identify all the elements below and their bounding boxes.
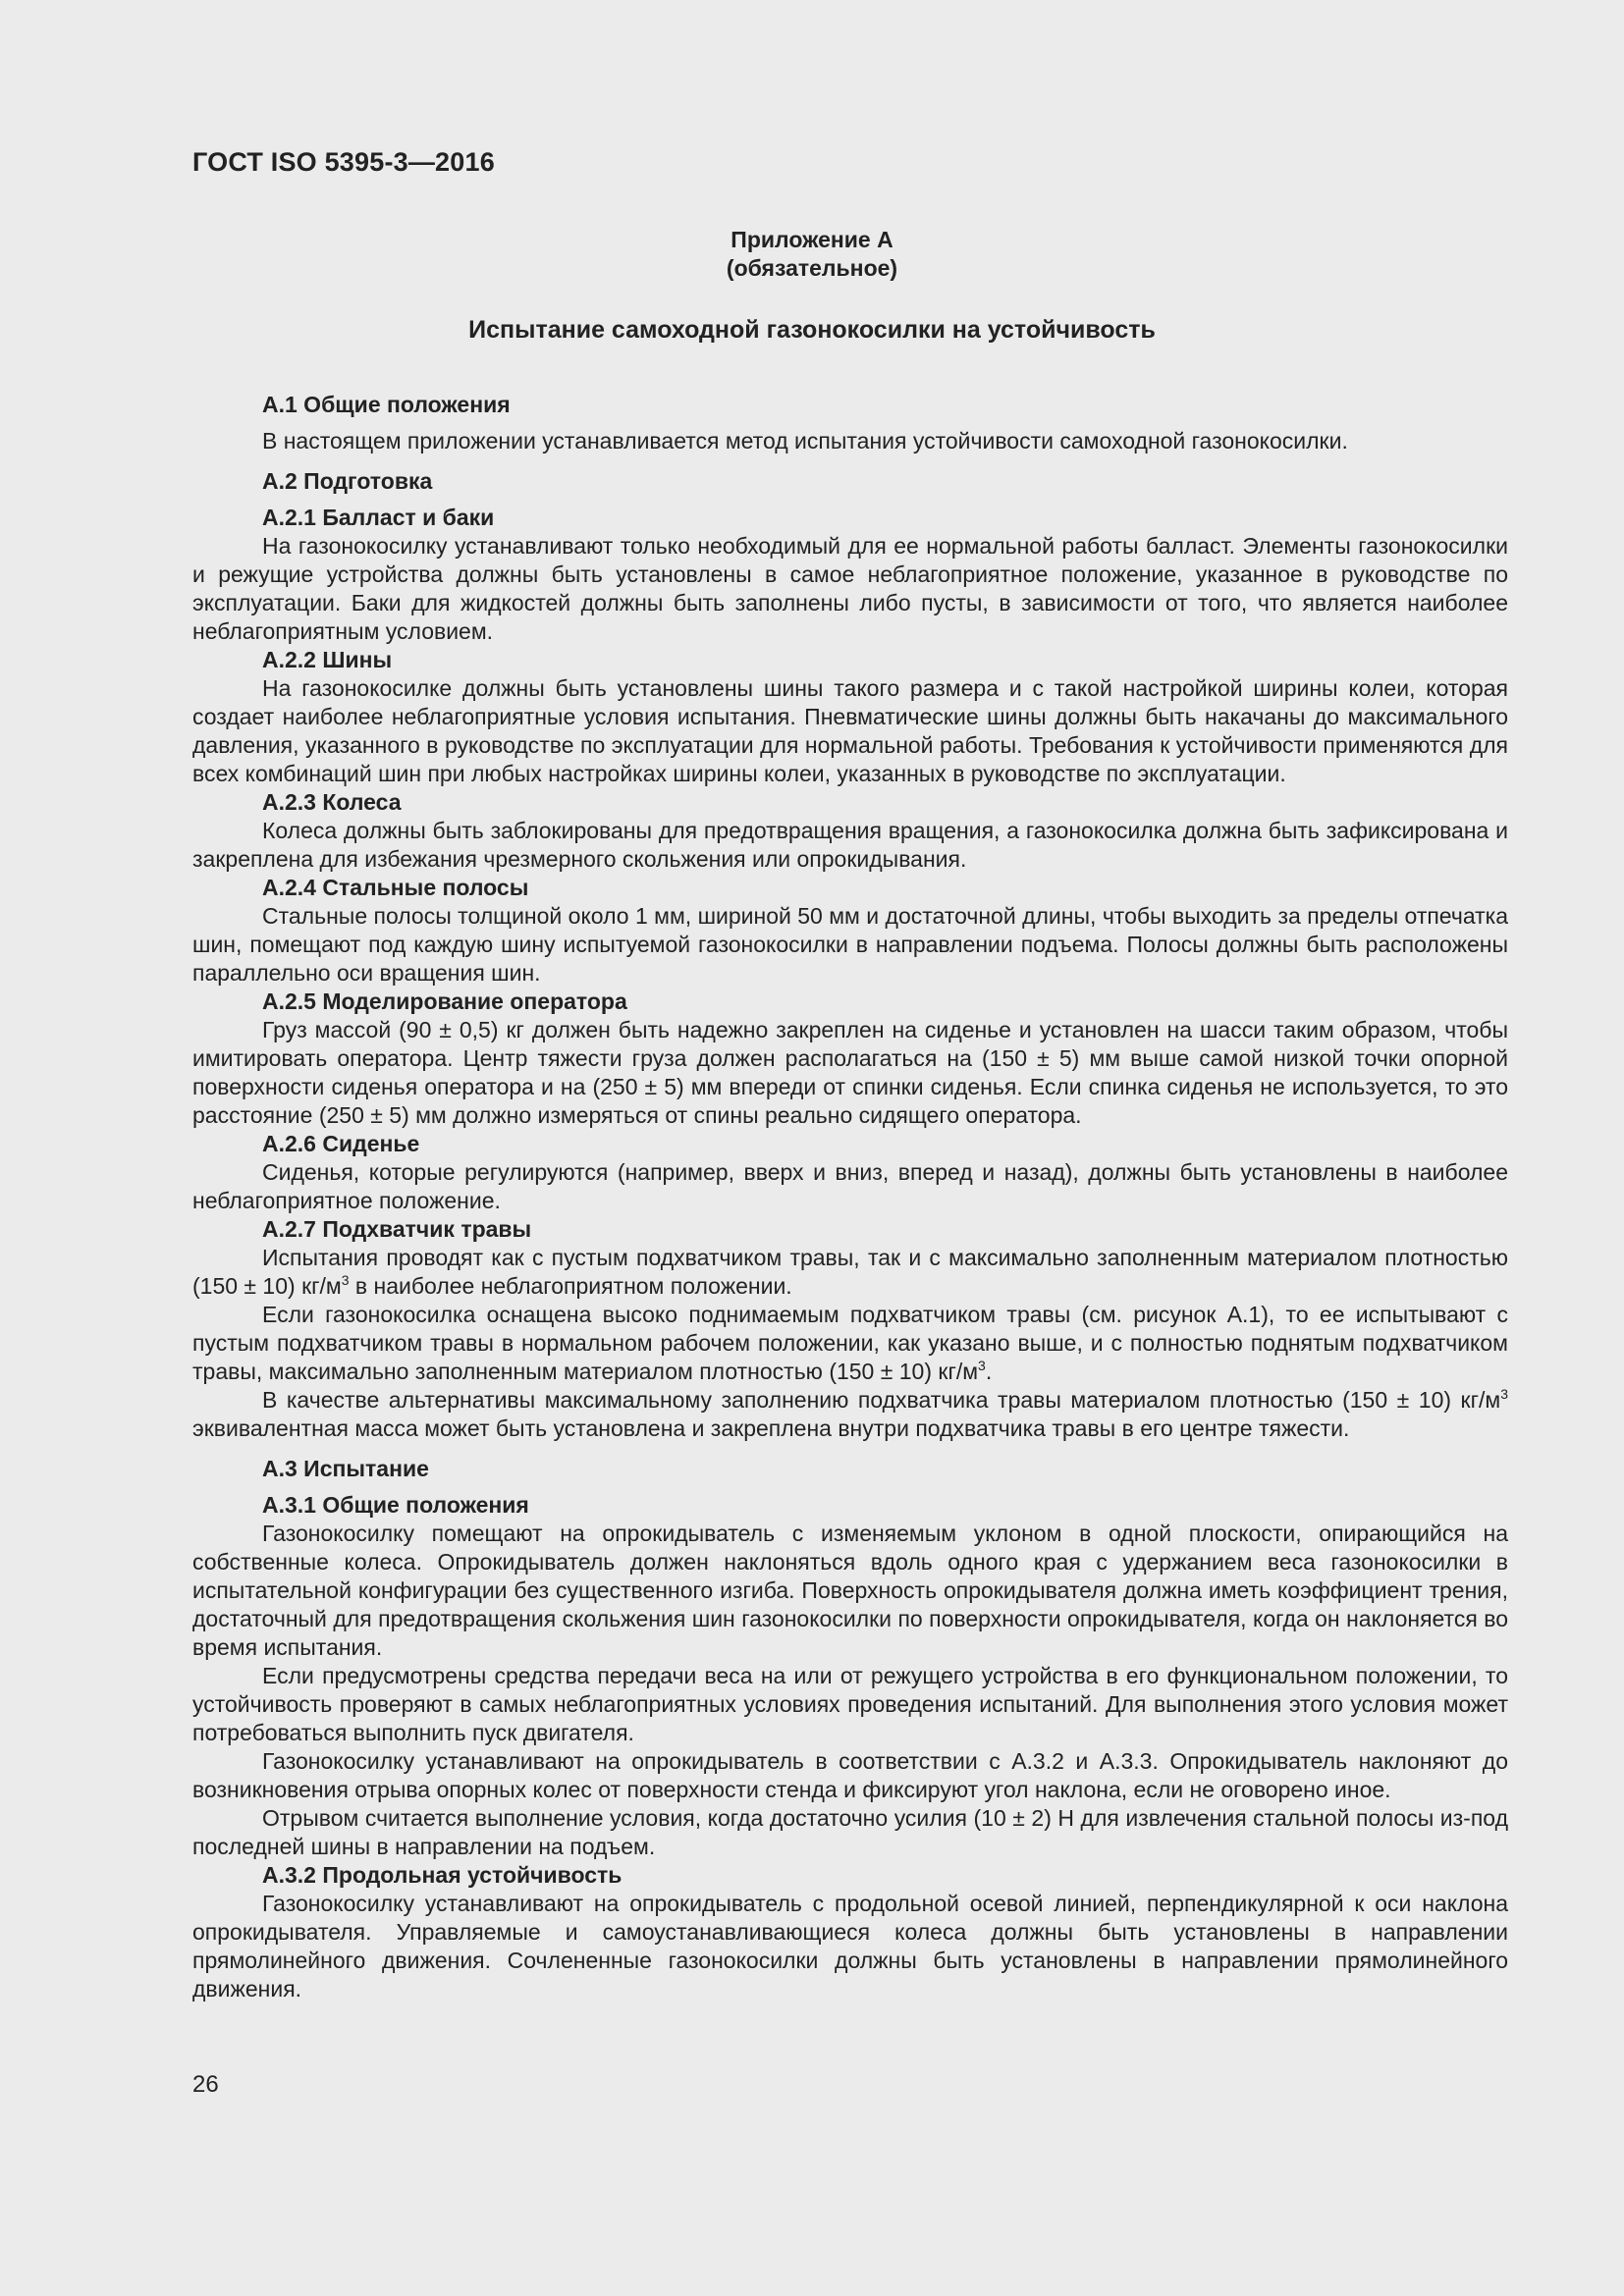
paragraph: На газонокосилку устанавливают только необходимый для ее нормальной работы балласт. Элементы газонокосилки и режущие устройства должны быть установлены в самое неблагоприятное положение, указанное в руководстве по эксплуатации. Баки для жидкостей должны быть заполнены либо пусты, в зависимости от того, что является наиболее неблагоприятным условием.: [192, 533, 1508, 644]
subsection-heading-a24: А.2.4 Стальные полосы: [262, 875, 529, 900]
paragraph: Газонокосилку устанавливают на опрокидыватель с продольной осевой линией, перпендикулярной к оси наклона опрокидывателя. Управляемые и самоустанавливающиеся колеса должны быть установлены в направлении прямолинейного движения. Сочлененные газонокосилки должны быть установлены в направлении прямолинейного движения.: [192, 1891, 1508, 2002]
subsection-heading-a22: А.2.2 Шины: [262, 647, 393, 672]
annex-name: Приложение А: [731, 227, 893, 252]
annex-title: Испытание самоходной газонокосилки на устойчивость: [468, 316, 1156, 344]
superscript: 3: [978, 1358, 986, 1373]
section-heading-a2: А.2 Подготовка: [262, 468, 433, 494]
paragraph: [192, 1301, 1508, 1386]
subsection-heading-a27: А.2.7 Подхватчик травы: [262, 1216, 532, 1242]
paragraph: Стальные полосы толщиной около 1 мм, шириной 50 мм и достаточной длины, чтобы выходить за пределы отпечатка шин, помещают под каждую шину испытуемой газонокосилки в направлении подъема. Полосы должны быть расположены параллельно оси вращения шин.: [192, 903, 1508, 986]
annex-heading: [0, 226, 1624, 283]
page-number: 26: [192, 2071, 219, 2098]
paragraph: Газонокосилку устанавливают на опрокидыватель в соответствии с А.3.2 и А.3.3. Опрокидыватель наклоняют до возникновения отрыва опорных колес от поверхности стенда и фиксируют угол наклона, если не оговорено иное.: [192, 1748, 1508, 1802]
paragraph: В настоящем приложении устанавливается метод испытания устойчивости самоходной газонокосилки.: [262, 428, 1348, 454]
subsection-heading-a31: А.3.1 Общие положения: [262, 1492, 529, 1518]
subsection-heading-a23: А.2.3 Колеса: [262, 789, 402, 815]
paragraph: Груз массой (90 ± 0,5) кг должен быть надежно закреплен на сиденье и установлен на шасси таким образом, чтобы имитировать оператора. Центр тяжести груза должен располагаться на (150 ± 5) мм выше самой низкой точки опорной поверхности сиденья оператора и на (250 ± 5) мм впереди от спинки сиденья. Если спинка сиденья не используется, то это расстояние (250 ± 5) мм должно измеряться от спины реально сидящего оператора.: [192, 1017, 1508, 1128]
subsection-heading-a26: А.2.6 Сиденье: [262, 1131, 420, 1156]
section-heading-a1: А.1 Общие положения: [262, 392, 511, 417]
paragraph: Сиденья, которые регулируются (например, вверх и вниз, вперед и назад), должны быть установлены в наиболее неблагоприятное положение.: [192, 1159, 1508, 1213]
superscript: 3: [341, 1272, 350, 1288]
paragraph: Отрывом считается выполнение условия, когда достаточно усилия (10 ± 2) Н для извлечения стальной полосы из-под последней шины в направлении на подъем.: [192, 1805, 1508, 1859]
document-code: ГОСТ ISO 5395-3—2016: [192, 147, 495, 177]
paragraph: Колеса должны быть заблокированы для предотвращения вращения, а газонокосилка должна быть зафиксирована и закреплена для избежания чрезмерного скольжения или опрокидывания.: [192, 818, 1508, 872]
text-run: .: [985, 1359, 993, 1384]
section-heading-a3: А.3 Испытание: [262, 1456, 429, 1481]
paragraph: Газонокосилку помещают на опрокидыватель с изменяемым уклоном в одной плоскости, опирающийся на собственные колеса. Опрокидыватель должен наклоняться вдоль одного края с удержанием веса газонокосилки в испытательной конфигурации без существенного изгиба. Поверхность опрокидывателя должна иметь коэффициент трения, достаточный для предотвращения скольжения шин газонокосилки по поверхности опрокидывателя, когда он наклоняется во время испытания.: [192, 1521, 1508, 1660]
text-run: В качестве альтернативы максимальному заполнению подхватчика травы материалом плотностью (150 ± 10) кг/м: [262, 1387, 1501, 1413]
text-run: Если газонокосилка оснащена высоко поднимаемым подхватчиком травы (см. рисунок А.1), то ее испытывают с пустым подхватчиком травы в нормальном рабочем положении, как указано выше, и с полностью поднятым подхватчиком травы, максимально заполненным материалом плотностью (150 ± 10) кг/м: [192, 1302, 1508, 1384]
text-run: эквивалентная масса может быть установлена и закреплена внутри подхватчика травы в его центре тяжести.: [192, 1415, 1350, 1441]
text-run: в наиболее неблагоприятном положении.: [349, 1273, 792, 1299]
annex-status: (обязательное): [726, 255, 898, 281]
subsection-heading-a32: А.3.2 Продольная устойчивость: [262, 1862, 623, 1888]
document-body: [192, 391, 1508, 2003]
paragraph: [192, 1386, 1508, 1443]
subsection-heading-a21: А.2.1 Балласт и баки: [262, 505, 495, 530]
paragraph: [192, 1244, 1508, 1301]
text-run: Испытания проводят как с пустым подхватчиком травы, так и с максимально заполненным материалом плотностью (150 ± 10) кг/м: [192, 1245, 1508, 1299]
superscript: 3: [1500, 1386, 1508, 1402]
paragraph: Если предусмотрены средства передачи веса на или от режущего устройства в его функциональном положении, то устойчивость проверяют в самых неблагоприятных условиях проведения испытаний. Для выполнения этого условия может потребоваться выполнить пуск двигателя.: [192, 1663, 1508, 1745]
paragraph: На газонокосилке должны быть установлены шины такого размера и с такой настройкой ширины колеи, которая создает наиболее неблагоприятные условия испытания. Пневматические шины должны быть накачаны до максимального давления, указанного в руководстве по эксплуатации для нормальной работы. Требования к устойчивости применяются для всех комбинаций шин при любых настройках ширины колеи, указанных в руководстве по эксплуатации.: [192, 675, 1508, 786]
subsection-heading-a25: А.2.5 Моделирование оператора: [262, 988, 627, 1014]
